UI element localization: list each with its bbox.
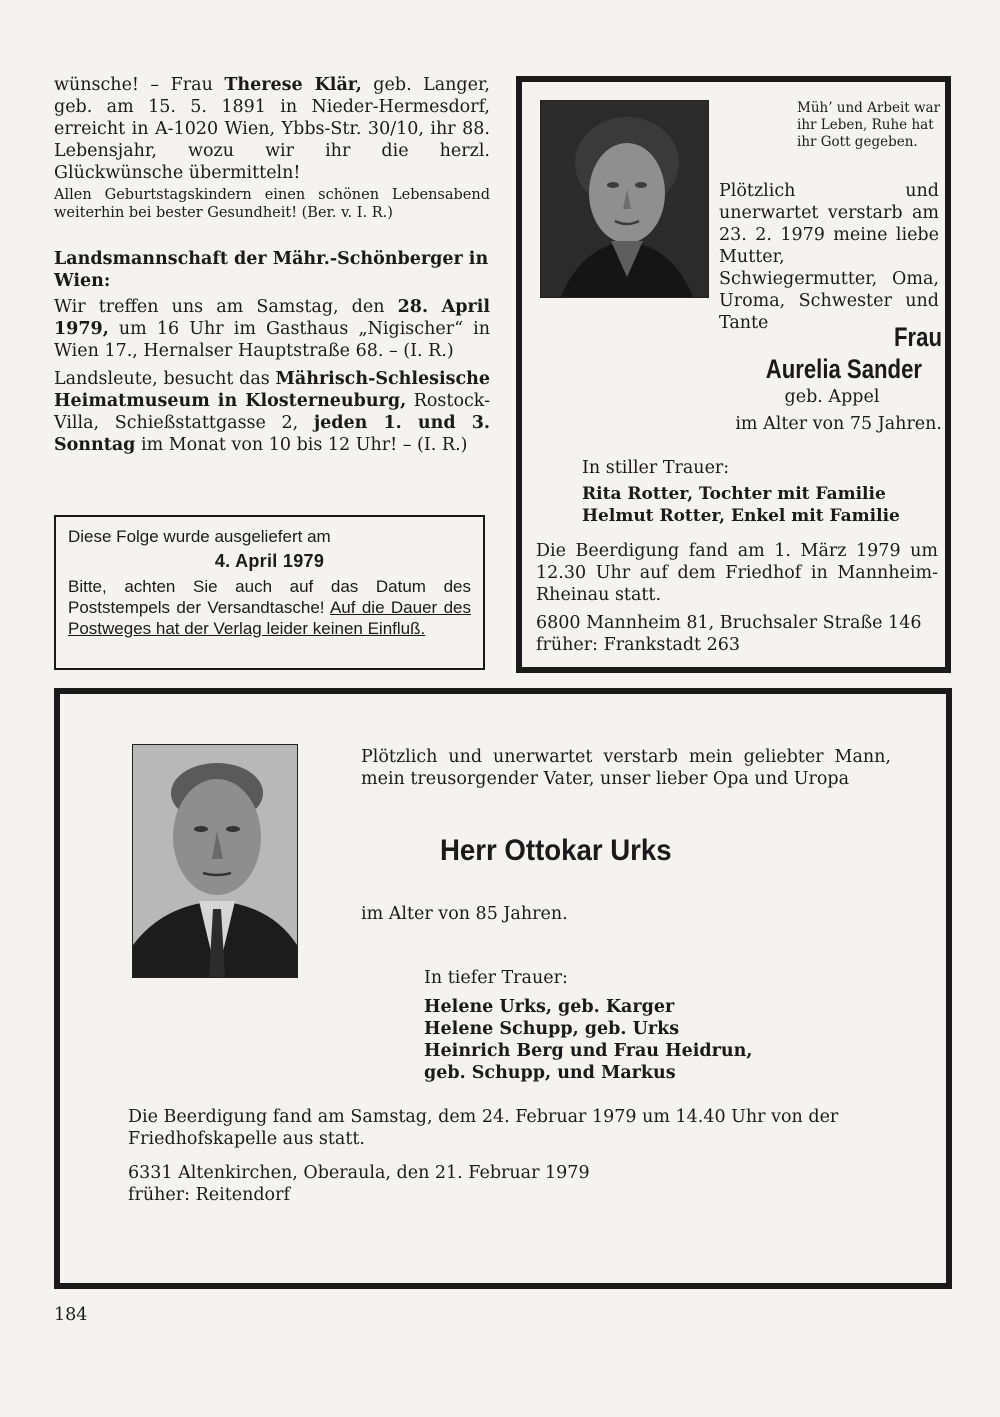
mourner-line: Heinrich Berg und Frau Heidrun, <box>424 1041 753 1061</box>
deceased-name: Herr Ottokar Urks <box>440 834 672 867</box>
deceased-name: Aurelia Sander <box>765 354 922 384</box>
birthday-name: Therese Klär, <box>224 75 362 95</box>
maiden-name: geb. Appel <box>784 387 880 407</box>
mourners-list <box>582 483 942 527</box>
portrait-man-icon <box>133 745 297 977</box>
museum-name: Mährisch-Schlesische Heimatmuseum in Klosterneuburg, <box>54 369 490 411</box>
delivery-notice-underlined: Auf die Dauer des Postweges hat der Verlag leider keinen Einfluß. <box>68 598 471 638</box>
family-address: 6800 Mannheim 81, Bruchsaler Straße 146 früher: Frankstadt 263 <box>536 613 922 655</box>
mourning-label: In stiller Trauer: <box>582 458 730 478</box>
meeting-paragraph: Wir treffen uns am Samstag, den 28. April 1979, um 16 Uhr im Gasthaus „Nigischer“ in Wien 17., Hernalser Hauptstraße 68. – (I. R.) <box>54 297 490 361</box>
landsmannschaft-title: Landsmannschaft der Mähr.-Schönberger in Wien: <box>54 249 489 291</box>
obituary-intro: Plötzlich und unerwartet verstarb mein geliebter Mann, mein treusorgender Vater, unser lieber Opa und Uropa <box>361 747 891 789</box>
museum-days: jeden 1. und 3. Sonntag <box>54 413 491 455</box>
obituary-intro: Plötzlich und unerwartet verstarb am 23. 2. 1979 meine liebe Mutter, Schwiegermutter, Oma, Uroma, Schwester und Tante <box>719 181 939 333</box>
delivery-notice-line1: Diese Folge wurde ausgeliefert am <box>68 527 331 546</box>
delivery-notice-box <box>54 515 485 670</box>
delivery-notice-text: Bitte, achten Sie auch auf das Datum des Poststempels der Versandtasche! Auf die Dauer des Postweges hat der Verlag leider keinen Einfluß. <box>68 577 471 638</box>
birthday-closing: Allen Geburtstagskindern einen schönen Lebensabend weiterhin bei bester Gesundheit! (Ber. v. I. R.) <box>54 187 490 221</box>
age-at-death: im Alter von 75 Jahren. <box>735 414 942 434</box>
mourner-line: Helene Urks, geb. Karger <box>424 997 675 1017</box>
birthday-paragraph: wünsche! – Frau Therese Klär, geb. Langer, geb. am 15. 5. 1891 in Nieder-Hermesdorf, erreicht in A-1020 Wien, Ybbs-Str. 30/10, ihr 88. Lebensjahr, wozu wir ihr die herzl. Glückwünsche übermitteln! <box>54 75 490 183</box>
obituary-ottokar-urks <box>54 688 952 1289</box>
mourner-line: geb. Schupp, und Markus <box>424 1063 676 1083</box>
age-at-death: im Alter von 85 Jahren. <box>361 904 568 924</box>
obituary-aurelia-sander <box>516 76 951 673</box>
portrait-woman-icon <box>541 101 708 297</box>
mourner-line: Helmut Rotter, Enkel mit Familie <box>582 506 900 526</box>
delivery-date: 4. April 1979 <box>214 551 325 571</box>
mourner-line: Rita Rotter, Tochter mit Familie <box>582 484 886 504</box>
family-address: 6331 Altenkirchen, Oberaula, den 21. Februar 1979 früher: Reitendorf <box>128 1163 590 1205</box>
portrait-photo <box>540 100 709 298</box>
mourners-list <box>424 996 844 1084</box>
left-column <box>54 74 490 462</box>
deceased-title: Frau <box>894 322 942 352</box>
mourner-line: Helene Schupp, geb. Urks <box>424 1019 680 1039</box>
museum-paragraph: Landsleute, besucht das Mährisch-Schlesische Heimatmuseum in Klosterneuburg, Rostock-Villa, Schießstattgasse 2, jeden 1. und 3. Sonntag im Monat von 10 bis 12 Uhr! – (I. R.) <box>54 369 491 455</box>
memorial-verse: Müh’ und Arbeit war ihr Leben, Ruhe hat ihr Gott gegeben. <box>797 100 941 150</box>
funeral-details: Die Beerdigung fand am Samstag, dem 24. Februar 1979 um 14.40 Uhr von der Friedhofskapelle aus statt. <box>128 1107 839 1149</box>
page-number: 184 <box>54 1305 88 1325</box>
portrait-photo <box>132 744 298 978</box>
funeral-details: Die Beerdigung fand am 1. März 1979 um 12.30 Uhr auf dem Friedhof in Mannheim-Rheinau statt. <box>536 541 938 605</box>
mourning-label: In tiefer Trauer: <box>424 968 568 988</box>
meeting-date: 28. April 1979, <box>54 297 490 339</box>
